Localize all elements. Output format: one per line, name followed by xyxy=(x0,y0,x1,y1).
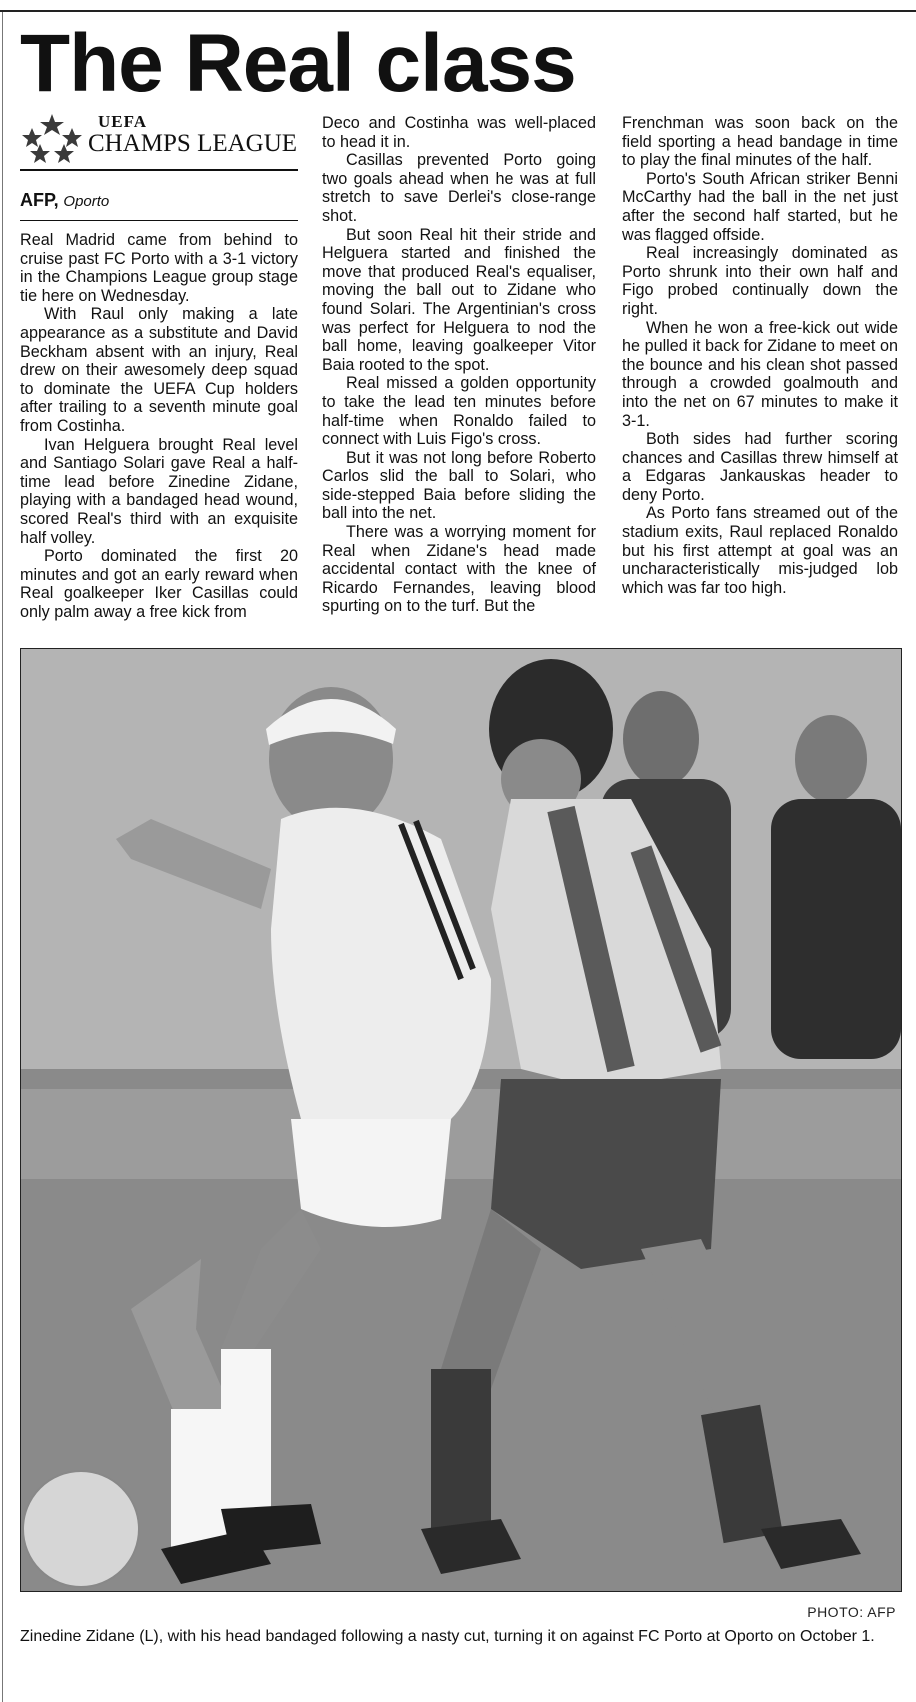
paragraph: Both sides had further scoring chances and Casillas threw himself at a Edgaras Jankauskas header to deny Porto. xyxy=(622,430,898,504)
paragraph: With Raul only making a late appearance as a substitute and David Beckham absent with an injury, Real drew on their awesomely deep squad to dominate the UEFA Cup holders after trailing to a seventh minute goal from Costinha. xyxy=(20,305,298,435)
byline-place: Oporto xyxy=(63,193,110,210)
paragraph: But soon Real hit their stride and Helguera started and finished the move that produced Real's equaliser, moving the ball out to Zidane who found Solari. The Argentinian's cross was perfect for Helguera to nod the ball home, leaving goalkeeper Vitor Baia rooted to the spot. xyxy=(322,225,596,374)
photo-caption: Zinedine Zidane (L), with his head bandaged following a nasty cut, turning it on against FC Porto at Oporto on October 1. xyxy=(20,1628,875,1645)
paragraph: There was a worrying moment for Real when Zidane's head made accidental contact with the knee of Ricardo Fernandes, leaving blood spurting on to the turf. But the xyxy=(322,523,596,616)
photo-credit: PHOTO: AFP xyxy=(807,1604,896,1620)
paragraph: When he won a free-kick out wide he pulled it back for Zidane to meet on the bounce and his clean shot passed through a crowded goalmouth and into the net on 67 minutes to make it 3-1. xyxy=(622,318,898,430)
top-rule xyxy=(0,10,916,12)
paragraph: Real Madrid came from behind to cruise past FC Porto with a 3-1 victory in the Champions League group stage tie here on Wednesday. xyxy=(20,231,298,305)
paragraph: Porto dominated the first 20 minutes and got an early reward when Real goalkeeper Iker Casillas could only palm away a free kick from xyxy=(20,547,298,621)
starball-icon xyxy=(20,112,84,168)
champions-league-logo xyxy=(20,112,298,174)
logo-main-text: CHAMPS LEAGUE xyxy=(88,130,298,157)
byline xyxy=(20,190,109,211)
page-edge-rule xyxy=(2,12,3,1702)
article-column-1 xyxy=(20,231,298,621)
logo-underline xyxy=(20,169,298,171)
paragraph: Casillas prevented Porto going two goals ahead when he was at full stretch to save Derlei's close-range shot. xyxy=(322,151,596,225)
paragraph: Deco and Costinha was well-placed to head it in. xyxy=(322,114,596,151)
headline: The Real class xyxy=(20,18,576,109)
byline-rule xyxy=(20,220,298,221)
paragraph: Real increasingly dominated as Porto shrunk into their own half and Figo probed continually down the right. xyxy=(622,244,898,318)
paragraph: But it was not long before Roberto Carlos slid the ball to Solari, who side-stepped Baia before sliding the ball into the net. xyxy=(322,448,596,523)
article-column-2 xyxy=(322,114,596,616)
paragraph: Frenchman was soon back on the field sporting a head bandage in time to play the final minutes of the half. xyxy=(622,114,898,170)
paragraph: Porto's South African striker Benni McCarthy had the ball in the net just after the second half started, but he was flagged offside. xyxy=(622,169,898,244)
photo-illustration xyxy=(21,649,901,1591)
paragraph: Ivan Helguera brought Real level and Santiago Solari gave Real a half-time lead before Zinedine Zidane, playing with a bandaged head wound, scored Real's third with an exquisite half volley. xyxy=(20,435,298,547)
logo-uefa-text: UEFA xyxy=(98,112,148,131)
article-column-3 xyxy=(622,114,898,597)
paragraph: Real missed a golden opportunity to take the lead ten minutes before half-time when Ronaldo failed to connect with Luis Figo's cross. xyxy=(322,374,596,449)
byline-agency: AFP, xyxy=(20,190,59,210)
match-photo xyxy=(20,648,902,1592)
paragraph: As Porto fans streamed out of the stadium exits, Raul replaced Ronaldo but his first attempt at goal was an uncharacteristically mis-judged lob which was far too high. xyxy=(622,504,898,597)
